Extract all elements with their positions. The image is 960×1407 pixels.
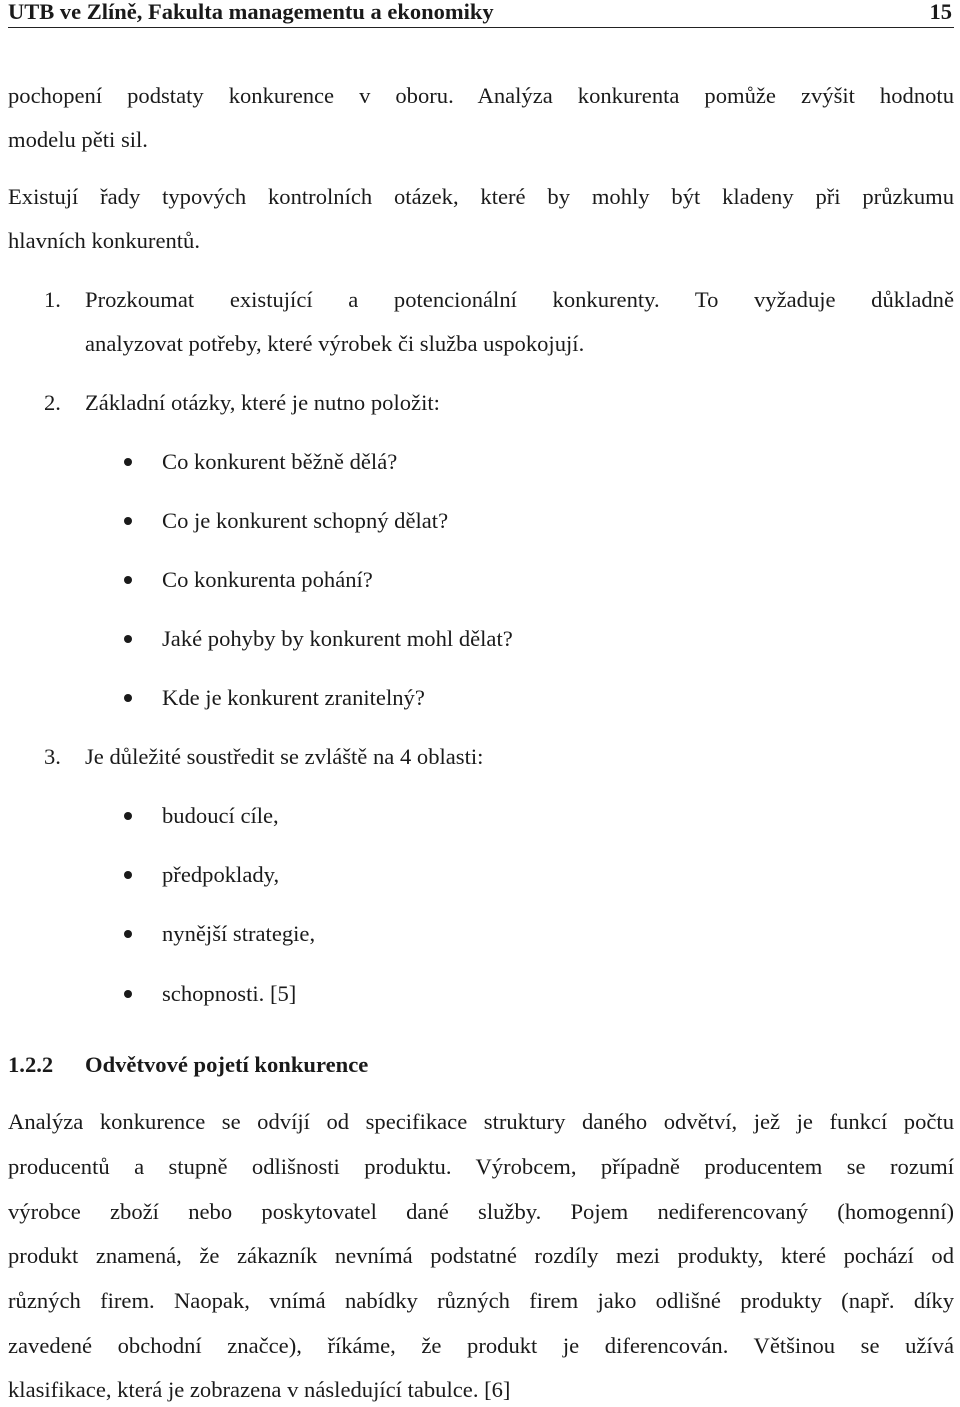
- bullet-icon: [124, 930, 132, 938]
- paragraph-line-3: výrobce zboží nebo poskytovatel dané služby. Pojem nediferencovaný (homogenní): [8, 1199, 954, 1224]
- bullet-text: Jaké pohyby by konkurent mohl dělat?: [162, 626, 513, 651]
- bullet-text: Co konkurent běžně dělá?: [162, 449, 398, 474]
- list-item-3-number: 3.: [44, 744, 61, 769]
- bullet-text: Co je konkurent schopný dělat?: [162, 508, 449, 533]
- bullet-icon: [124, 694, 132, 702]
- paragraph-line-4: produkt znamená, že zákazník nevnímá podstatné rozdíly mezi produkty, které pochází od: [8, 1243, 954, 1268]
- paragraph-line-7: klasifikace, která je zobrazena v následující tabulce. [6]: [8, 1377, 511, 1402]
- list-item-3-text: Je důležité soustředit se zvláště na 4 oblasti:: [85, 744, 484, 769]
- list-item-2-number: 2.: [44, 390, 61, 415]
- bullet-icon: [124, 458, 132, 466]
- paragraph-line-1: Analýza konkurence se odvíjí od specifikace struktury daného odvětví, jež je funkcí počtu: [8, 1109, 954, 1134]
- intro-line-1: pochopení podstaty konkurence v oboru. Analýza konkurenta pomůže zvýšit hodnotu: [8, 83, 954, 108]
- paragraph-line-2: producentů a stupně odlišnosti produktu. Výrobcem, případně producentem se rozumí: [8, 1154, 954, 1179]
- intro-line-3: Existují řady typových kontrolních otázek, které by mohly být kladeny při průzkumu: [8, 184, 954, 209]
- bullet-icon: [124, 517, 132, 525]
- list-item-1-line-2: analyzovat potřeby, které výrobek či služba uspokojují.: [85, 331, 585, 356]
- bullet-icon: [124, 576, 132, 584]
- section-title: Odvětvové pojetí konkurence: [85, 1052, 369, 1077]
- paragraph-line-6: zavedené obchodní značce), říkáme, že produkt je diferencován. Většinou se užívá: [8, 1333, 954, 1358]
- running-header: [8, 0, 954, 28]
- bullet-text: nynější strategie,: [162, 921, 316, 946]
- bullet-icon: [124, 635, 132, 643]
- paragraph-line-5: různých firem. Naopak, vnímá nabídky různých firem jako odlišné produkty (např. díky: [8, 1288, 954, 1313]
- list-item-1-line-1: Prozkoumat existující a potencionální konkurenty. To vyžaduje důkladně: [85, 287, 954, 312]
- bullet-text: Kde je konkurent zranitelný?: [162, 685, 425, 710]
- bullet-text: schopnosti. [5]: [162, 981, 297, 1006]
- bullet-text: předpoklady,: [162, 862, 280, 887]
- intro-line-4: hlavních konkurentů.: [8, 228, 201, 253]
- page-number: 15: [929, 0, 952, 24]
- intro-line-2: modelu pěti sil.: [8, 127, 148, 152]
- header-title: UTB ve Zlíně, Fakulta managementu a ekonomiky: [8, 0, 494, 24]
- section-number: 1.2.2: [8, 1052, 54, 1077]
- list-item-1-number: 1.: [44, 287, 61, 312]
- bullet-icon: [124, 990, 132, 998]
- bullet-text: budoucí cíle,: [162, 803, 279, 828]
- bullet-icon: [124, 871, 132, 879]
- bullet-icon: [124, 812, 132, 820]
- bullet-text: Co konkurenta pohání?: [162, 567, 373, 592]
- list-item-2-text: Základní otázky, které je nutno položit:: [85, 390, 440, 415]
